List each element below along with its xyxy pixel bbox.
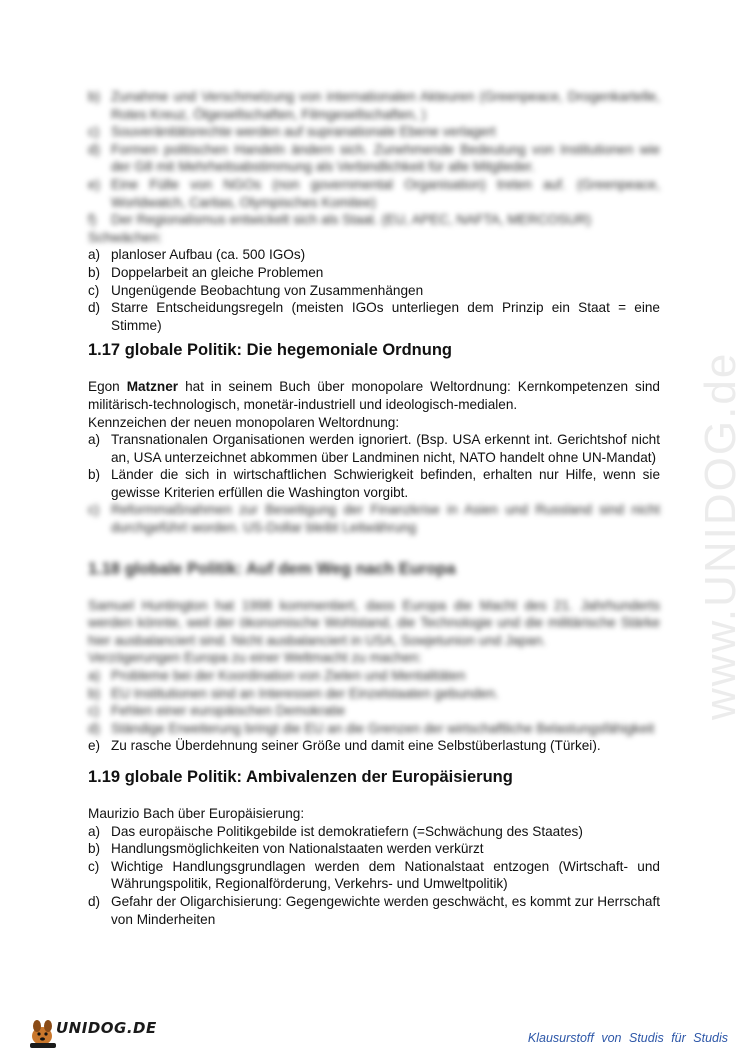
list-item: b) Zunahme und Verschmelzung von internationalen Akteuren (Greenpeace, Drogenkartelle, Rotes Kreuz, Ölgesellschaften, Filmgesellschaften, )	[88, 89, 660, 122]
logo-text: UNIDOG.DE	[56, 1019, 157, 1037]
list-item: a) Das europäische Politikgebilde ist demokratiefern (=Schwächung des Staates)	[88, 823, 583, 839]
list-item: b) EU Institutionen sind an Interessen der Einzelstaaten gebunden.	[88, 685, 499, 701]
watermark: www.UNIDOG.de	[696, 351, 745, 720]
section-subline: Verzögerungen Europa zu einer Weltmacht zu machen:	[88, 650, 422, 666]
list-item: f) Der Regionalismus entwickelt sich als Staat. (EU, APEC, NAFTA, MERCOSUR)	[88, 212, 592, 228]
weakness-list	[88, 246, 660, 334]
section-intro: Maurizio Bach über Europäisierung:	[88, 806, 305, 821]
list-item: b) Doppelarbeit an gleiche Problemen	[88, 264, 324, 280]
blurred-section-1-18	[88, 559, 660, 738]
blurred-block-top	[88, 88, 660, 246]
list-item: c) Wichtige Handlungsgrundlagen werden dem Nationalstaat entzogen (Wirtschaft- und Währungspolitik, Regionalförderung, Verkehrs- und Umweltpolitik)	[88, 858, 660, 892]
list-item: a) Probleme bei der Koordination von Zielen und Mentalitäten	[88, 668, 466, 684]
list-item: c) Fehlen einer europäischen Demokratie	[88, 703, 346, 719]
hegemony-list	[88, 431, 660, 537]
list-item: d) Gefahr der Oligarchisierung: Gegengewichte werden geschwächt, es kommt zur Herrschaft von Minderheiten	[88, 893, 660, 927]
list-item: c) Souveränitätsrechte werden auf supranationale Ebene verlagert	[88, 124, 496, 140]
list-item: e) Zu rasche Überdehnung seiner Größe und damit eine Selbstüberlastung (Türkei).	[88, 738, 601, 754]
list-item: d) Ständige Erweiterung bringt die EU an die Grenzen der wirtschaftliche Belastungsfähigkeit	[88, 720, 655, 736]
section-subline: Kennzeichen der neuen monopolaren Weltordnung:	[88, 414, 400, 430]
list-item: b) Länder die sich in wirtschaftlichen Schwierigkeit befinden, erhalten nur Hilfe, wenn sie gewisse Kriterien erfüllen die Washington vorgibt.	[88, 467, 660, 500]
section-title-1-18: 1.18 globale Politik: Auf dem Weg nach Europa	[88, 559, 456, 578]
section-title-1-19: 1.19 globale Politik: Ambivalenzen der Europäisierung	[88, 768, 513, 786]
list-item: a) planloser Aufbau (ca. 500 IGOs)	[88, 247, 306, 263]
list-item: a) Transnationalen Organisationen werden ignoriert. (Bsp. USA erkennt int. Gerichtshof nicht an, USA unterzeichnet abkommen über Landminen nicht, NATO handelt ohne UN-Mandat)	[88, 432, 660, 465]
document-page	[88, 88, 660, 928]
section-title-1-17: 1.17 globale Politik: Die hegemoniale Ordnung	[88, 341, 452, 360]
list-item: d) Starre Entscheidungsregeln (meisten IGOs unterliegen dem Prinzip ein Staat = eine Stimme)	[88, 300, 660, 333]
list-item: c) Reformmaßnahmen zur Beseitigung der Finanzkrise in Asien und Russland sind nicht durchgeführt worden. US-Dollar bleibt Leitwährung	[88, 502, 660, 536]
list-item: e) Eine Fülle von NGOs (non governmental Organisation) treten auf. (Greenpeace, Worldwatch, Caritas, Olympisches Komitee)	[88, 176, 660, 210]
list-item: c) Ungenügende Beobachtung von Zusammenhängen	[88, 282, 424, 298]
footer-tagline: Klausurstoff von Studis für Studis	[527, 1031, 728, 1045]
list-item: b) Handlungsmöglichkeiten von Nationalstaaten werden verkürzt	[88, 841, 484, 857]
europeanization-list	[88, 823, 660, 929]
section-intro: Egon Matzner hat in seinem Buch über monopolare Weltordnung: Kernkompetenzen sind militärisch-technologisch, monetär-industriell und ideologisch-medialen.	[88, 379, 660, 412]
weakness-heading: Schwächen:	[88, 229, 163, 245]
section-paragraph: Samuel Huntington hat 1998 kommentiert, dass Europa die Macht des 21. Jahrhunderts werden könnte, weil der ökonomische Wohlstand, die Technologie und die militärische Stärke hier ausbalanciert sind. Nicht ausbalanciert in USA, Sowjetunion und Japan.	[88, 597, 660, 648]
list-item: d) Formen politischen Handeln ändern sich. Zunehmende Bedeutung von Institutionen wie der G8 mit Mehrheitsabstimmung als Verbindlichkeit für alle Mitglieder.	[88, 141, 660, 175]
